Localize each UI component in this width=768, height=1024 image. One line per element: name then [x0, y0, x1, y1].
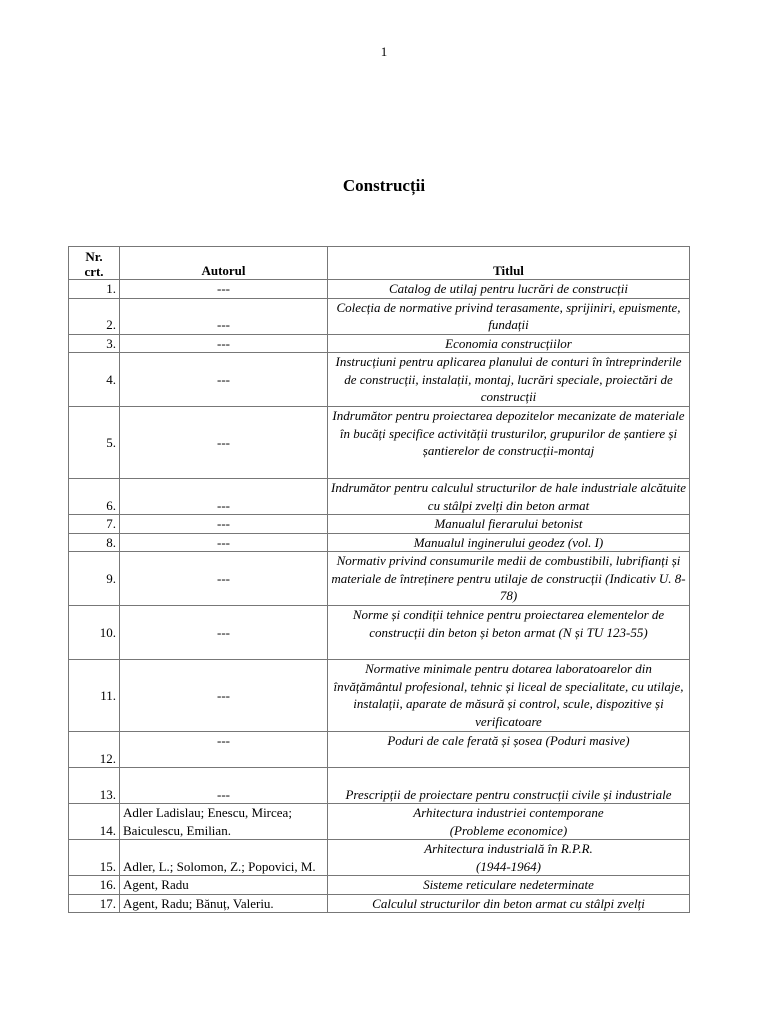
row-number: 8.	[69, 533, 120, 552]
row-number: 3.	[69, 334, 120, 353]
row-title: Colecția de normative privind terasamente, sprijiniri, epuismente, fundații	[328, 298, 690, 334]
row-number: 6.	[69, 479, 120, 515]
row-author: Adler Ladislau; Enescu, Mircea; Baiculescu, Emilian.	[120, 804, 328, 840]
row-author: Agent, Radu	[120, 876, 328, 895]
row-number: 15.	[69, 840, 120, 876]
row-author: ---	[120, 552, 328, 606]
row-number: 1.	[69, 280, 120, 299]
row-title: Catalog de utilaj pentru lucrări de construcții	[328, 280, 690, 299]
row-author: ---	[120, 533, 328, 552]
row-number: 10.	[69, 606, 120, 660]
table-row	[69, 298, 690, 334]
row-title: Calculul structurilor din beton armat cu stâlpi zvelți	[328, 894, 690, 913]
table-row	[69, 353, 690, 407]
row-author: ---	[120, 768, 328, 804]
table-row	[69, 804, 690, 840]
table-row	[69, 732, 690, 768]
row-number: 16.	[69, 876, 120, 895]
table-row	[69, 840, 690, 876]
row-author: ---	[120, 280, 328, 299]
table-row	[69, 533, 690, 552]
row-number: 9.	[69, 552, 120, 606]
row-number: 2.	[69, 298, 120, 334]
page-number: 1	[380, 44, 388, 59]
row-author: ---	[120, 353, 328, 407]
row-number: 5.	[69, 407, 120, 479]
table-row	[69, 660, 690, 732]
row-author: Adler, L.; Solomon, Z.; Popovici, M.	[120, 840, 328, 876]
row-title: Poduri de cale ferată și șosea (Poduri masive)	[328, 732, 690, 768]
row-author: ---	[120, 407, 328, 479]
table-row	[69, 515, 690, 534]
row-title: Indrumător pentru calculul structurilor de hale industriale alcătuite cu stâlpi zvelți din beton armat	[328, 479, 690, 515]
row-author: ---	[120, 298, 328, 334]
header-titlu: Titlul	[328, 247, 690, 280]
row-number: 11.	[69, 660, 120, 732]
row-number: 12.	[69, 732, 120, 768]
row-title: Manualul fierarului betonist	[328, 515, 690, 534]
table-row	[69, 479, 690, 515]
row-title: Economia construcțiilor	[328, 334, 690, 353]
row-author: ---	[120, 660, 328, 732]
row-title: Instrucțiuni pentru aplicarea planului de conturi în întreprinderile de construcții, instalații, montaj, lucrări speciale, proiectări de construcții	[328, 353, 690, 407]
row-title: Indrumător pentru proiectarea depozitelor mecanizate de materiale în bucăți specifice activității trusturilor, grupurilor de șantiere și șantierelor de construcții-montaj	[328, 407, 690, 479]
row-title: Normativ privind consumurile medii de combustibili, lubrifianți și materiale de întreținere pentru utilaje de construcții (Indicativ U. 8-78)	[328, 552, 690, 606]
row-title: Norme și condiții tehnice pentru proiectarea elementelor de construcții din beton și beton armat (N și TU 123-55)	[328, 606, 690, 660]
row-author: ---	[120, 732, 328, 768]
row-number: 17.	[69, 894, 120, 913]
table-row	[69, 876, 690, 895]
table-row	[69, 552, 690, 606]
row-author: Agent, Radu; Bănuț, Valeriu.	[120, 894, 328, 913]
header-nr-crt: Nr. crt.	[69, 247, 120, 280]
row-number: 4.	[69, 353, 120, 407]
row-title: Normative minimale pentru dotarea laboratoarelor din învățământul profesional, tehnic și liceal de specialitate, cu utilaje, instalații, aparate de măsură și control, scule, dispozitive și verificatoare	[328, 660, 690, 732]
table-row	[69, 280, 690, 299]
row-author: ---	[120, 479, 328, 515]
row-number: 14.	[69, 804, 120, 840]
row-number: 7.	[69, 515, 120, 534]
page-title: Construcții	[342, 176, 426, 195]
table-row	[69, 894, 690, 913]
row-author: ---	[120, 606, 328, 660]
table-row	[69, 334, 690, 353]
row-author: ---	[120, 515, 328, 534]
table-header-row	[69, 247, 690, 280]
table-row	[69, 407, 690, 479]
table-row	[69, 606, 690, 660]
header-autor: Autorul	[120, 247, 328, 280]
books-table	[68, 246, 690, 913]
row-title: Sisteme reticulare nedeterminate	[328, 876, 690, 895]
row-title: Manualul inginerului geodez (vol. I)	[328, 533, 690, 552]
row-author: ---	[120, 334, 328, 353]
row-title: Prescripții de proiectare pentru construcții civile și industriale	[328, 768, 690, 804]
row-number: 13.	[69, 768, 120, 804]
table-row	[69, 768, 690, 804]
row-title: Arhitectura industrială în R.P.R. (1944-1964)	[328, 840, 690, 876]
row-title: Arhitectura industriei contemporane (Probleme economice)	[328, 804, 690, 840]
